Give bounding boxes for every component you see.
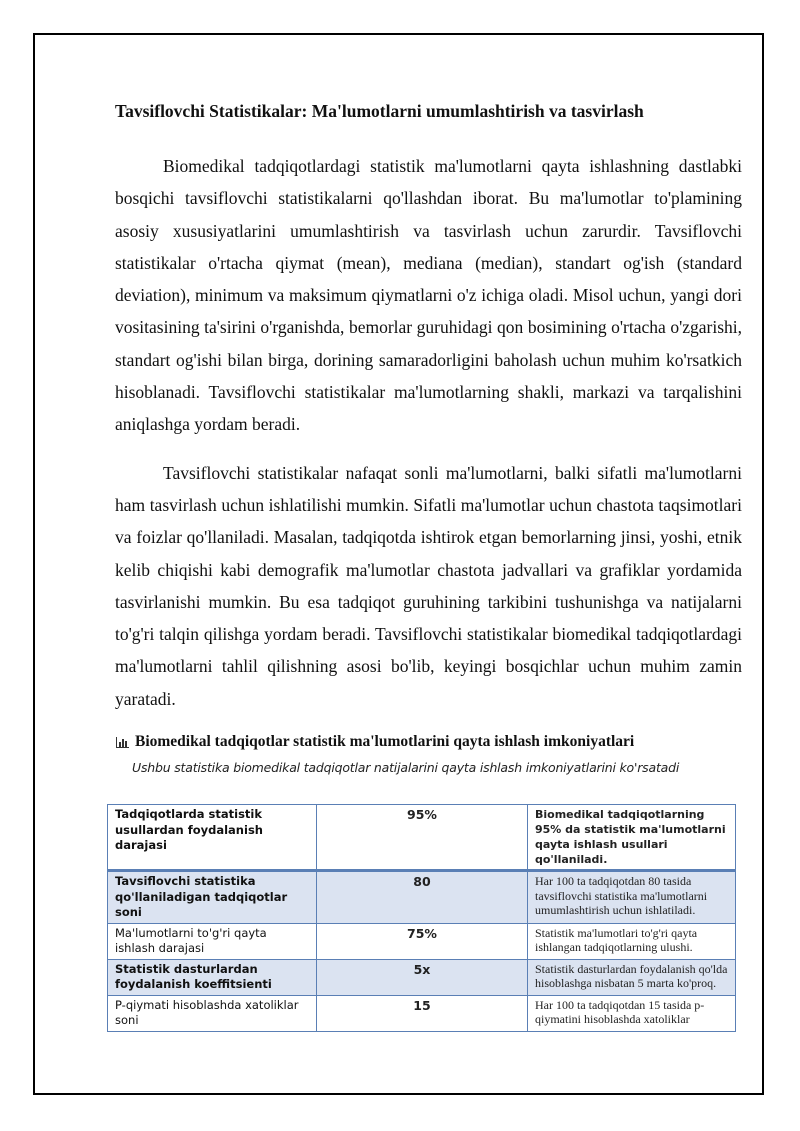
table-row	[108, 923, 736, 959]
table-subtitle: Ushbu statistika biomedikal tadqiqotlar natijalarini qayta ishlash imkoniyatlarini ko'rsatadi	[132, 760, 680, 776]
row-value: 95%	[317, 805, 528, 871]
row-description: Har 100 ta tadqiqotdan 80 tasida tavsiflovchi statistika ma'lumotlarni umumlashtirish uchun ishlatiladi.	[528, 871, 736, 924]
row-value: 15	[317, 995, 528, 1031]
row-value: 5x	[317, 959, 528, 995]
document-content	[115, 98, 742, 777]
row-label: Tadqiqotlarda statistik usullardan foydalanish darajasi	[108, 805, 317, 871]
row-label: Ma'lumotlarni to'g'ri qayta ishlash darajasi	[108, 923, 317, 959]
table-row	[108, 805, 736, 871]
bar-chart-icon	[115, 735, 130, 749]
row-value: 75%	[317, 923, 528, 959]
table-row	[108, 995, 736, 1031]
row-description: Har 100 ta tadqiqotdan 15 tasida p-qiymatini hisoblashda xatoliklar	[528, 995, 736, 1031]
table-title	[115, 731, 742, 753]
paragraph-1: Biomedikal tadqiqotlardagi statistik ma'lumotlarni qayta ishlashning dastlabki bosqichi tavsiflovchi statistikalarni qo'llashdan iborat. Bu ma'lumotlar to'plamining asosiy xususiyatlarini umumlashtirish va tasvirlash uchun zarurdir. Tavsiflovchi statistikalar o'rtacha qiymat (mean), mediana (median), standart og'ish (standard deviation), minimum va maksimum qiymatlarni o'z ichiga oladi. Misol uchun, yangi dori vositasining ta'sirini o'rganishda, bemorlar guruhidagi qon bosimining o'rtacha o'zgarishi, standart og'ishi bilan birga, dorining samaradorligini baholash uchun muhim ko'rsatkich hisoblanadi. Tavsiflovchi statistikalar ma'lumotlarning shakli, markazi va tarqalishini aniqlashga yordam beradi.	[115, 156, 742, 435]
row-label: Statistik dasturlardan foydalanish koeffitsienti	[108, 959, 317, 995]
row-description: Statistik dasturlardan foydalanish qo'lda hisoblashga nisbatan 5 marta ko'proq.	[528, 959, 736, 995]
paragraph-2: Tavsiflovchi statistikalar nafaqat sonli ma'lumotlarni, balki sifatli ma'lumotlarni ham tasvirlash uchun ishlatilishi mumkin. Sifatli ma'lumotlar uchun chastota taqsimotlari va foizlar qo'llaniladi. Masalan, tadqiqotda ishtirok etgan bemorlarning jinsi, yoshi, etnik kelib chiqishi kabi demografik ma'lumotlar chastota jadvallari va grafiklar yordamida tasvirlanishi mumkin. Bu esa tadqiqot guruhining tarkibini tushunishga va natijalarni to'g'ri talqin qilishga yordam beradi. Tavsiflovchi statistikalar biomedikal tadqiqotlardagi ma'lumotlarni tahlil qilishning asosi bo'lib, keyingi bosqichlar uchun muhim zamin yaratadi.	[115, 462, 742, 709]
row-value: 80	[317, 871, 528, 924]
row-description: Statistik ma'lumotlari to'g'ri qayta ishlangan tadqiqotlarning ulushi.	[528, 923, 736, 959]
section-heading: Tavsiflovchi Statistikalar: Ma'lumotlarni umumlashtirish va tasvirlash	[115, 101, 644, 121]
row-description: Biomedikal tadqiqotlarning 95% da statistik ma'lumotlarni qayta ishlash usullari qo'llaniladi.	[528, 805, 736, 871]
statistics-table	[107, 804, 736, 1032]
table-title-text: Biomedikal tadqiqotlar statistik ma'lumotlarini qayta ishlash imkoniyatlari	[135, 733, 635, 751]
table-row	[108, 959, 736, 995]
row-label: P-qiymati hisoblashda xatoliklar soni	[108, 995, 317, 1031]
table-row	[108, 871, 736, 924]
row-label: Tavsiflovchi statistika qo'llaniladigan tadqiqotlar soni	[108, 871, 317, 924]
